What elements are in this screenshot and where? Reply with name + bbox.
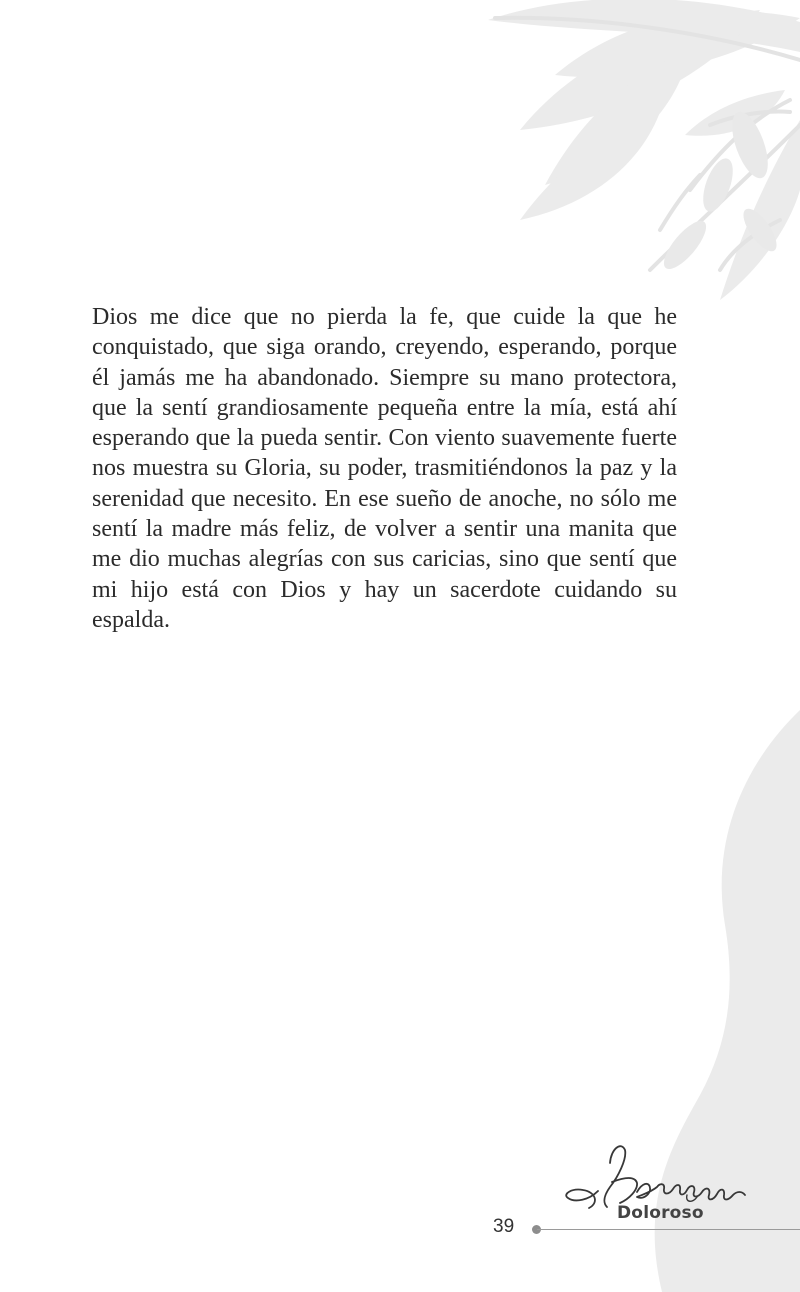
- doloroso-logo-text: Doloroso: [617, 1203, 704, 1223]
- body-paragraph: Dios me dice que no pierda la fe, que cuide la que he conquistado, que siga orando, creyendo, esperando, porque él jamás me ha abandonado. Siempre su mano protectora, que la sentí grandiosamente pequeña entre la mía, está ahí esperando que la pueda sentir. Con viento suavemente fuerte nos muestra su Gloria, su poder, trasmitiéndonos la paz y la serenidad que necesito. En ese sueño de anoche, no sólo me sentí la madre más feliz, de volver a sentir una manita que me dio muchas alegrías con sus caricias, sino que sentí que mi hijo está con Dios y hay un sacerdote cuidando su espalda.: [92, 304, 677, 633]
- footer-line: [537, 1229, 800, 1230]
- page-number: 39: [493, 1216, 515, 1237]
